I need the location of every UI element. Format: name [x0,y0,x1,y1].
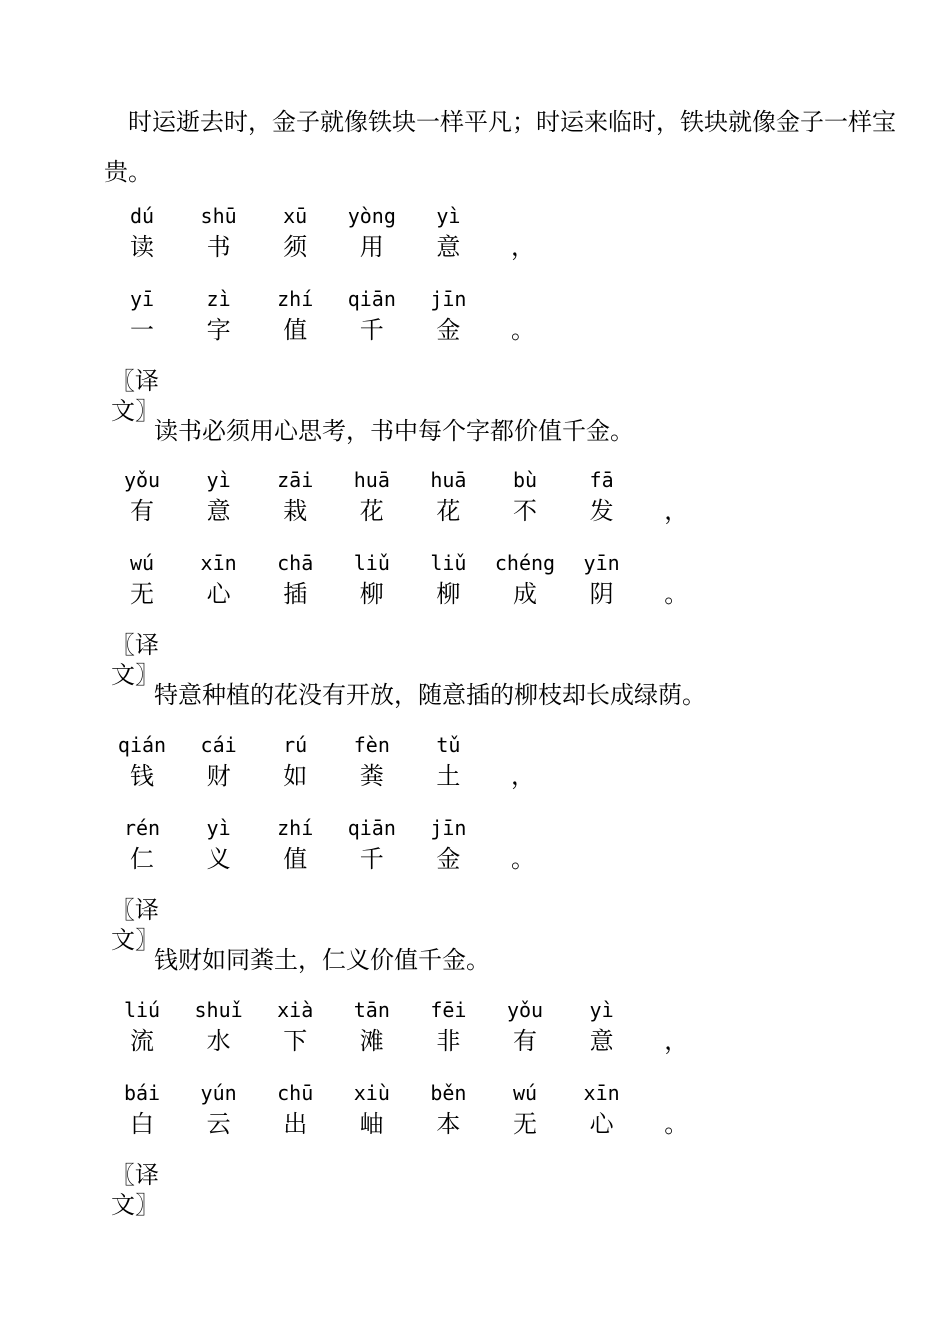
pinyin-text: fèn [353,733,390,757]
syllable-cell [333,468,411,526]
syllable-cell [333,287,411,345]
hanzi-text: 本 [436,1110,461,1138]
pinyin-text: fā [589,468,614,492]
hanzi-text: 须 [283,233,308,261]
punctuation-mark: ， [511,233,535,261]
pinyin-text: qián [117,733,167,757]
translation-label: 〖译文〗 [111,631,159,689]
pinyin-text: zāi [277,468,314,492]
hanzi-text: 金 [436,845,461,873]
hanzi-text: 粪 [359,762,384,790]
syllable-cell [256,287,334,345]
pinyin-text: xīn [200,551,237,575]
pinyin-text: qiān [347,816,396,840]
pinyin-text: qiān [347,287,396,311]
syllable-cell [563,1081,641,1139]
syllable-cell [180,733,258,791]
hanzi-text: 值 [283,845,308,873]
pinyin-text: yún [200,1081,237,1105]
syllable-cell [180,287,258,345]
hanzi-text: 读 [130,233,154,261]
syllable-cell [486,468,564,526]
pinyin-text: xū [283,204,308,228]
hanzi-text: 阴 [589,580,614,608]
syllable-cell [103,733,181,791]
punctuation-mark: 。 [664,580,689,608]
syllable-cell [409,998,487,1056]
pinyin-text: tān [353,998,390,1022]
syllable-cell [563,551,641,609]
punctuation-mark: 。 [664,1110,689,1138]
pinyin-text: xiù [353,1081,390,1105]
hanzi-text: 如 [283,762,308,790]
hanzi-text: 有 [513,1027,537,1055]
pinyin-text: zhí [277,287,314,311]
syllable-cell [333,204,411,262]
syllable-cell [103,204,181,262]
hanzi-text: 金 [436,316,461,344]
syllable-cell [333,733,411,791]
hanzi-text: 义 [206,845,231,873]
translation-text: 读书必须用心思考，书中每个字都价值千金。 [154,417,634,445]
syllable-cell [103,287,181,345]
pinyin-text: yī [129,287,155,311]
pinyin-text: jīn [430,287,467,311]
hanzi-text: 心 [206,580,231,608]
hanzi-text: 意 [206,497,231,525]
pinyin-text: shuǐ [194,998,243,1022]
hanzi-text: 字 [206,316,231,344]
pinyin-text: chū [277,1081,314,1105]
hanzi-text: 出 [283,1110,308,1138]
pinyin-text: zhí [277,816,314,840]
translation-text: 特意种植的花没有开放，随意插的柳枝却长成绿荫。 [154,681,706,709]
hanzi-text: 无 [513,1110,537,1138]
pinyin-text: yì [206,468,231,492]
pinyin-text: yǒu [506,998,544,1022]
syllable-cell [256,1081,334,1139]
translation-label: 〖译文〗 [111,1161,159,1219]
pinyin-text: liǔ [430,551,467,575]
syllable-cell [409,204,487,262]
syllable-cell [409,468,487,526]
pinyin-text: tǔ [436,733,461,757]
syllable-cell [103,1081,181,1139]
pinyin-text: xīn [583,1081,620,1105]
hanzi-text: 一 [130,316,154,344]
syllable-cell [486,1081,564,1139]
syllable-cell [180,816,258,874]
pinyin-text: rú [283,733,308,757]
hanzi-text: 钱 [130,762,154,790]
syllable-cell [333,998,411,1056]
syllable-cell [333,816,411,874]
hanzi-text: 下 [283,1027,308,1055]
hanzi-text: 千 [359,845,384,873]
pinyin-text: huā [430,468,467,492]
pinyin-text: yì [206,816,231,840]
pinyin-text: cái [200,733,237,757]
syllable-cell [409,551,487,609]
syllable-cell [256,816,334,874]
hanzi-text: 不 [513,497,537,525]
hanzi-text: 值 [283,316,308,344]
syllable-cell [409,733,487,791]
syllable-cell [486,551,564,609]
hanzi-text: 插 [283,580,308,608]
pinyin-text: zì [206,287,231,311]
syllable-cell [333,551,411,609]
hanzi-text: 花 [436,497,461,525]
translation-label: 〖译文〗 [111,367,159,425]
pinyin-text: liú [123,998,161,1022]
hanzi-text: 有 [130,497,154,525]
hanzi-text: 花 [359,497,384,525]
hanzi-text: 岫 [359,1110,384,1138]
syllable-cell [256,468,334,526]
syllable-cell [256,551,334,609]
hanzi-text: 云 [206,1110,231,1138]
pinyin-text: xià [277,998,314,1022]
hanzi-text: 非 [436,1027,461,1055]
hanzi-text: 柳 [436,580,461,608]
translation-label: 〖译文〗 [111,896,159,954]
syllable-cell [333,1081,411,1139]
punctuation-mark: ， [664,1027,689,1055]
hanzi-text: 仁 [130,845,154,873]
hanzi-text: 意 [436,233,461,261]
hanzi-text: 财 [206,762,231,790]
pinyin-text: liǔ [353,551,390,575]
syllable-cell [180,1081,258,1139]
hanzi-text: 柳 [359,580,384,608]
hanzi-text: 无 [130,580,154,608]
syllable-cell [180,551,258,609]
intro-paragraph: 时运逝去时，金子就像铁块一样平凡；时运来临时，铁块就像金子一样宝贵。 [104,108,896,186]
pinyin-text: jīn [430,816,467,840]
syllable-cell [409,287,487,345]
syllable-cell [103,551,181,609]
hanzi-text: 白 [130,1110,154,1138]
syllable-cell [256,733,334,791]
syllable-cell [180,998,258,1056]
punctuation-mark: ， [511,762,535,790]
pinyin-text: yīn [583,551,620,575]
pinyin-text: shū [200,204,237,228]
punctuation-mark: 。 [511,316,535,344]
syllable-cell [103,468,181,526]
pinyin-text: chéng [494,551,556,575]
syllable-cell [409,1081,487,1139]
translation-text: 钱财如同粪土，仁义价值千金。 [154,946,490,974]
hanzi-text: 心 [589,1110,614,1138]
pinyin-text: yì [436,204,461,228]
hanzi-text: 发 [589,497,614,525]
punctuation-mark: ， [664,497,689,525]
pinyin-text: dú [129,204,155,228]
pinyin-text: bù [512,468,538,492]
syllable-cell [180,468,258,526]
hanzi-text: 意 [589,1027,614,1055]
pinyin-text: rén [123,816,161,840]
pinyin-text: běn [430,1081,467,1105]
hanzi-text: 流 [130,1027,154,1055]
pinyin-text: huā [353,468,390,492]
syllable-cell [256,204,334,262]
hanzi-text: 滩 [359,1027,384,1055]
syllable-cell [180,204,258,262]
pinyin-text: yǒu [123,468,161,492]
syllable-cell [103,998,181,1056]
hanzi-text: 土 [436,762,461,790]
pinyin-text: bái [123,1081,161,1105]
syllable-cell [256,998,334,1056]
pinyin-text: wú [129,551,155,575]
pinyin-text: yì [589,998,614,1022]
hanzi-text: 水 [206,1027,231,1055]
syllable-cell [563,468,641,526]
hanzi-text: 千 [359,316,384,344]
hanzi-text: 书 [206,233,231,261]
hanzi-text: 栽 [283,497,308,525]
syllable-cell [409,816,487,874]
pinyin-text: fēi [430,998,467,1022]
syllable-cell [563,998,641,1056]
pinyin-text: yòng [347,204,396,228]
hanzi-text: 用 [359,233,384,261]
punctuation-mark: 。 [511,845,535,873]
pinyin-text: chā [277,551,314,575]
pinyin-text: wú [512,1081,538,1105]
syllable-cell [486,998,564,1056]
syllable-cell [103,816,181,874]
hanzi-text: 成 [513,580,537,608]
